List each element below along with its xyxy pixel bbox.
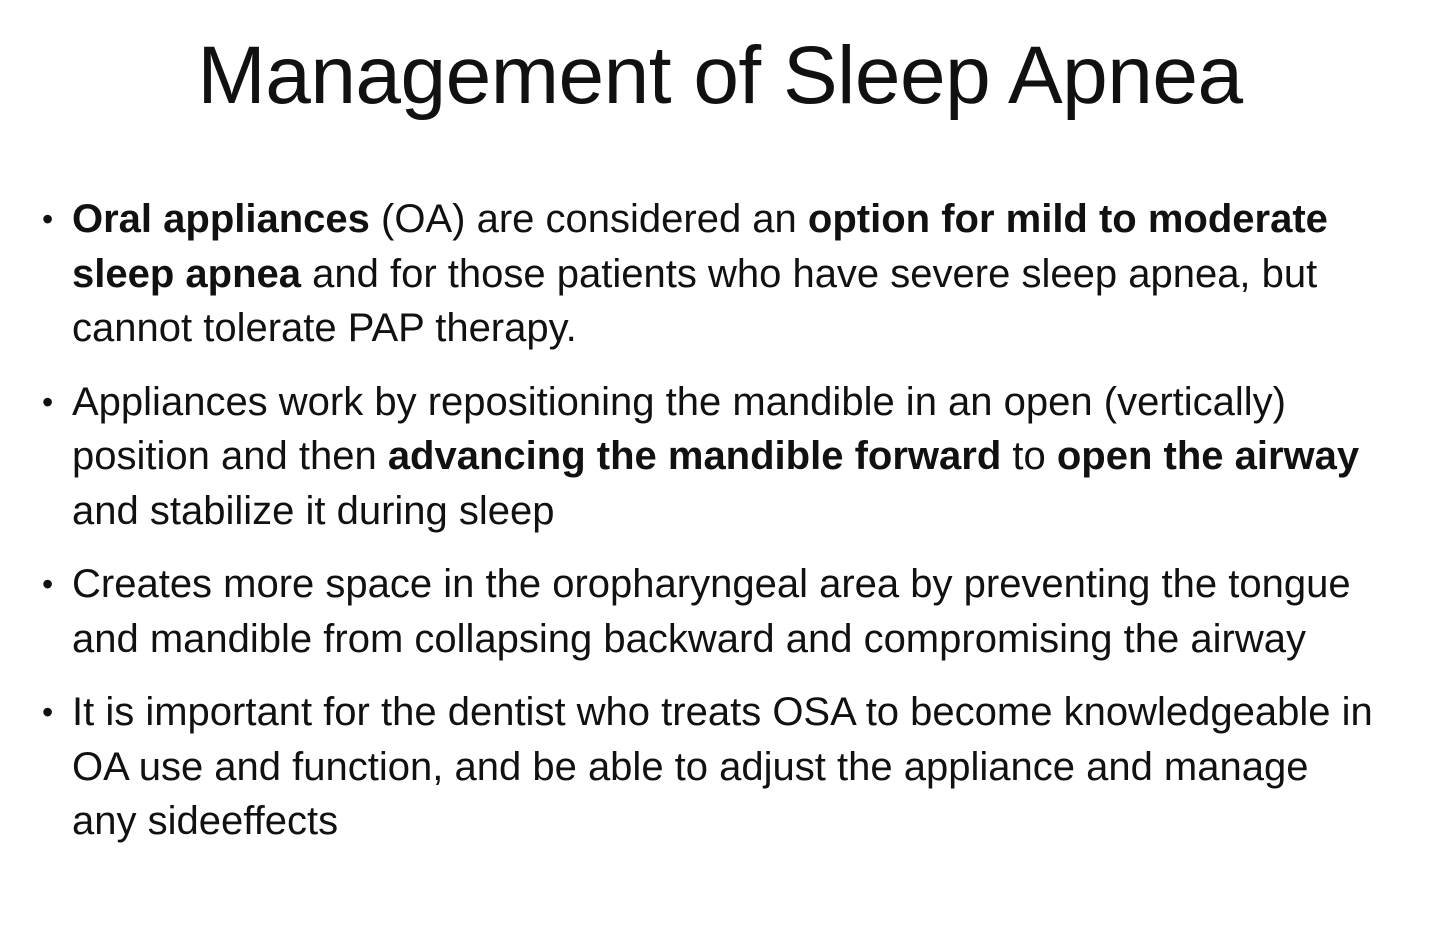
bullet-text-segment: open the airway: [1056, 434, 1360, 478]
bullet-text-segment: It is important for the dentist who treats OSA to become knowledgeable in OA use and function, and be able to adjust the appliance and manage any sideeffects: [72, 690, 1373, 843]
bullet-text-segment: and stabilize it during sleep: [72, 488, 555, 533]
bullet-text-segment: Creates more space in the oropharyngeal area by preventing the tongue and mandible from collapsing backward and compromising the airway: [72, 562, 1351, 661]
bullet-dot-icon: •: [42, 201, 54, 237]
bullet-text-segment: to: [1001, 434, 1057, 478]
bullet-dot-icon: •: [42, 694, 54, 730]
slide-title: Management of Sleep Apnea: [197, 30, 1243, 121]
bullet-text-segment: Appliances work by repositioning the mandible in an open (vertically) position and then: [72, 379, 1286, 478]
bullet-text-segment: Oral appliances: [72, 197, 370, 241]
bullet-item: [42, 557, 1382, 666]
bullet-text-segment: and for those patients who have severe sleep apnea, but cannot tolerate PAP therapy.: [72, 251, 1318, 350]
bullet-dot-icon: •: [42, 383, 54, 420]
bullet-list: [42, 192, 1382, 868]
bullet-item: [42, 685, 1382, 849]
bullet-text-segment: advancing the mandible forward: [387, 434, 1002, 478]
bullet-dot-icon: •: [42, 566, 54, 602]
bullet-text-segment: option for mild to moderate sleep apnea: [72, 197, 1328, 296]
bullet-text-segment: (OA) are considered an: [369, 197, 808, 241]
bullet-item: [42, 375, 1382, 539]
bullet-item: [42, 192, 1382, 356]
